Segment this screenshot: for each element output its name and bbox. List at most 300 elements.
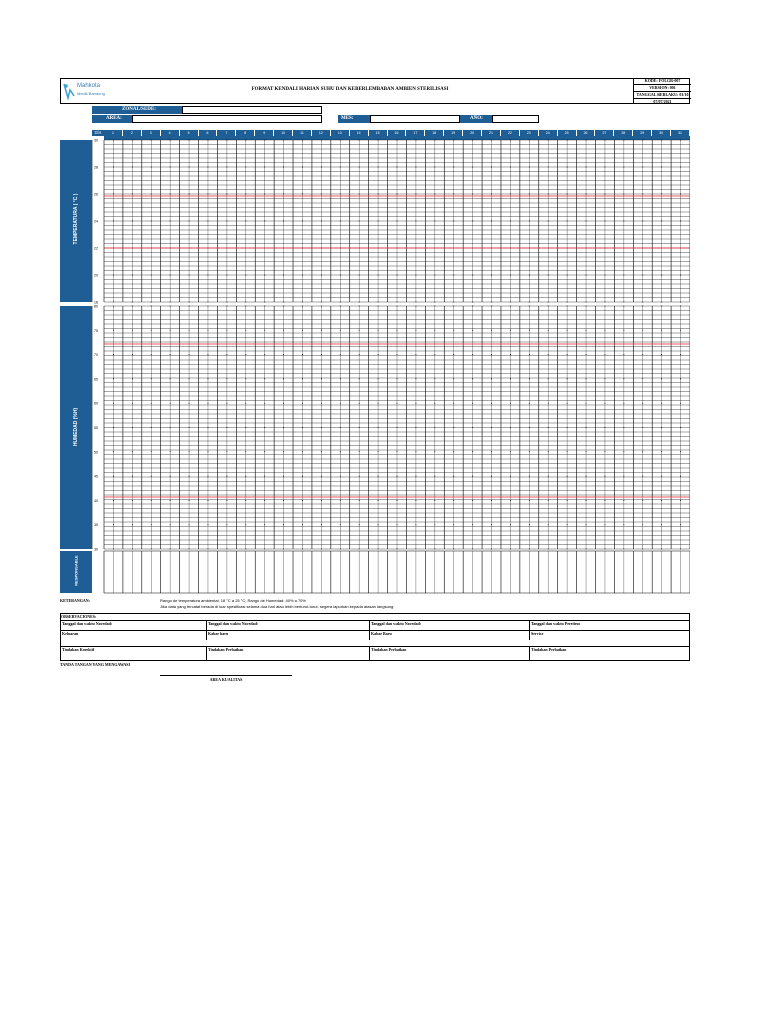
grid-dot <box>283 140 284 141</box>
grid-dot <box>453 302 454 303</box>
grid-dot <box>680 378 681 379</box>
grid-dot <box>548 451 549 452</box>
grid-dot <box>680 403 681 404</box>
grid-dot <box>567 330 568 331</box>
grid-dot <box>359 524 360 525</box>
grid-dot <box>226 167 227 168</box>
grid-dot <box>472 167 473 168</box>
grid-dot <box>283 427 284 428</box>
grid-dot <box>113 354 114 355</box>
grid-dot <box>189 549 190 550</box>
grid-dot <box>189 476 190 477</box>
grid-dot <box>434 427 435 428</box>
grid-dot <box>604 378 605 379</box>
grid-dot <box>207 302 208 303</box>
grid-dot <box>378 221 379 222</box>
obs-cell[interactable]: Tanggal dan waktu Navedad: <box>206 621 369 630</box>
grid-dot <box>661 524 662 525</box>
grid-dot <box>472 330 473 331</box>
grid-dot <box>623 330 624 331</box>
grid-dot <box>170 451 171 452</box>
grid-dot <box>283 354 284 355</box>
grid-dot <box>264 354 265 355</box>
grid-dot <box>661 302 662 303</box>
day-header-cell: 26 <box>577 130 596 136</box>
grid-dot <box>397 378 398 379</box>
grid-dot <box>453 549 454 550</box>
axis-tick-label: 26 <box>94 192 98 197</box>
grid-dot <box>189 500 190 501</box>
grid-dot <box>510 330 511 331</box>
grid-dot <box>378 378 379 379</box>
grid-dot <box>642 140 643 141</box>
grid-dot <box>434 194 435 195</box>
grid-dot <box>623 221 624 222</box>
grid-dot <box>132 476 133 477</box>
notes-line-1: Rango de temperatura ambiental: 18 °C a 25 °C; Rango de Humedad: 40% a 70% <box>160 598 306 603</box>
grid-dot <box>680 140 681 141</box>
day-header-cell: 27 <box>595 130 614 136</box>
grid-dot <box>245 378 246 379</box>
grid-dot <box>245 476 246 477</box>
grid-dot <box>567 354 568 355</box>
grid-dot <box>170 500 171 501</box>
grid-dot <box>491 476 492 477</box>
grid-dot <box>434 500 435 501</box>
obs-cell[interactable]: Service <box>529 631 691 640</box>
grid-dot <box>510 378 511 379</box>
signature-line[interactable] <box>160 675 292 676</box>
grid-dot <box>207 354 208 355</box>
grid-dot <box>604 427 605 428</box>
grid-dot <box>548 378 549 379</box>
grid-dot <box>226 427 227 428</box>
grid-dot <box>623 194 624 195</box>
grid-dot <box>623 167 624 168</box>
grid-dot <box>151 330 152 331</box>
grid-dot <box>321 194 322 195</box>
grid-dot <box>189 451 190 452</box>
grid-dot <box>132 302 133 303</box>
grid-dot <box>151 524 152 525</box>
responsible-band <box>60 551 92 593</box>
grid-dot <box>661 403 662 404</box>
grid-dot <box>207 524 208 525</box>
grid-dot <box>264 500 265 501</box>
grid-dot <box>170 378 171 379</box>
obs-cell[interactable]: Tanggal dan waktu Navedad: <box>62 621 113 626</box>
grid-dot <box>434 354 435 355</box>
grid-dot <box>623 524 624 525</box>
grid-dot <box>378 500 379 501</box>
grid-dot <box>359 378 360 379</box>
logo <box>62 80 112 102</box>
grid-dot <box>586 524 587 525</box>
grid-dot <box>151 549 152 550</box>
grid-dot <box>510 500 511 501</box>
grid-dot <box>623 549 624 550</box>
grid-dot <box>586 427 587 428</box>
grid-dot <box>510 140 511 141</box>
grid-dot <box>340 302 341 303</box>
grid-dot <box>604 221 605 222</box>
grid-dot <box>642 302 643 303</box>
grid-dot <box>586 302 587 303</box>
axis-tick-label: 55 <box>94 426 98 430</box>
grid-dot <box>661 167 662 168</box>
grid-dot <box>397 403 398 404</box>
grid-dot <box>604 354 605 355</box>
grid-dot <box>491 275 492 276</box>
grid-dot <box>207 451 208 452</box>
grid-dot <box>604 140 605 141</box>
grid-dot <box>113 302 114 303</box>
grid-dot <box>586 330 587 331</box>
grid-dot <box>586 354 587 355</box>
grid-dot <box>529 476 530 477</box>
grid-dot <box>226 302 227 303</box>
grid-dot <box>453 524 454 525</box>
grid-dot <box>415 354 416 355</box>
day-header-cell: 7 <box>217 130 236 136</box>
grid-dot <box>226 403 227 404</box>
grid-dot <box>453 221 454 222</box>
grid-dot <box>434 476 435 477</box>
grid-dot <box>359 451 360 452</box>
grid-dot <box>529 302 530 303</box>
grid-dot <box>321 302 322 303</box>
grid-dot <box>529 221 530 222</box>
grid-dot <box>434 306 435 307</box>
grid-dot <box>434 549 435 550</box>
grid-dot <box>378 476 379 477</box>
obs-cell[interactable]: Keluaran <box>62 631 79 636</box>
grid-dot <box>491 194 492 195</box>
day-header-cell: 9 <box>255 130 274 136</box>
grid-dot <box>415 221 416 222</box>
grid-dot <box>359 306 360 307</box>
grid-dot <box>680 451 681 452</box>
grid-dot <box>434 524 435 525</box>
grid-dot <box>264 221 265 222</box>
day-header-cell: 22 <box>501 130 520 136</box>
grid-dot <box>397 330 398 331</box>
grid-dot <box>302 549 303 550</box>
grid-dot <box>415 403 416 404</box>
grid-dot <box>567 306 568 307</box>
grid-dot <box>680 427 681 428</box>
grid-dot <box>472 378 473 379</box>
axis-tick-label: 22 <box>94 246 98 251</box>
day-header-cell: 14 <box>350 130 369 136</box>
humidity-band <box>60 306 92 549</box>
grid-dot <box>189 427 190 428</box>
grid-dot <box>302 403 303 404</box>
grid-dot <box>321 500 322 501</box>
grid-dot <box>189 302 190 303</box>
grid-dot <box>226 221 227 222</box>
day-header-cell: 23 <box>520 130 539 136</box>
grid-dot <box>453 306 454 307</box>
grid-dot <box>397 275 398 276</box>
grid-dot <box>132 140 133 141</box>
grid-dot <box>491 167 492 168</box>
grid-dot <box>586 403 587 404</box>
obs-cell[interactable]: Kabar Baru <box>369 631 529 640</box>
grid-dot <box>434 378 435 379</box>
logo-subtext: Medik Bandung <box>77 91 105 96</box>
ano-input[interactable] <box>492 115 539 123</box>
grid-dot <box>340 451 341 452</box>
grid-dot <box>472 524 473 525</box>
grid-dot <box>245 194 246 195</box>
grid-dot <box>283 500 284 501</box>
obs-cell[interactable]: Tindakan Korektif <box>62 647 95 652</box>
grid-dot <box>132 275 133 276</box>
grid-dot <box>189 140 190 141</box>
day-header-cell: 24 <box>539 130 558 136</box>
grid-dot <box>529 451 530 452</box>
grid-dot <box>151 167 152 168</box>
grid-dot <box>151 500 152 501</box>
grid-dot <box>264 167 265 168</box>
grid-dot <box>264 549 265 550</box>
grid-dot <box>415 451 416 452</box>
grid-dot <box>170 354 171 355</box>
grid-dot <box>472 302 473 303</box>
grid-dot <box>548 549 549 550</box>
obs-cell[interactable]: Tindakan Perbaikan <box>369 647 529 661</box>
grid-dot <box>302 221 303 222</box>
grid-dot <box>397 140 398 141</box>
grid-dot <box>378 167 379 168</box>
axis-tick-label: 65 <box>94 377 98 382</box>
grid-dot <box>264 140 265 141</box>
grid-dot <box>586 140 587 141</box>
grid-dot <box>510 476 511 477</box>
grid-dot <box>642 167 643 168</box>
grid-dot <box>529 403 530 404</box>
grid-dot <box>170 427 171 428</box>
grid-dot <box>359 427 360 428</box>
grid-dot <box>472 354 473 355</box>
grid-dot <box>283 378 284 379</box>
grid-dot <box>642 194 643 195</box>
grid-dot <box>548 500 549 501</box>
form-title: FORMAT KENDALI HARIAN SUHU DAN KEBERLEMBABAN AMBIEN STERILISASI <box>251 87 449 92</box>
grid-dot <box>623 403 624 404</box>
grid-dot <box>359 221 360 222</box>
grid-dot <box>302 140 303 141</box>
obs-cell[interactable]: Tindakan Perbaikan <box>529 647 691 661</box>
grid-dot <box>132 378 133 379</box>
grid-dot <box>359 194 360 195</box>
grid-dot <box>397 476 398 477</box>
grid-dot <box>529 524 530 525</box>
dia-label: DÍA <box>92 130 104 136</box>
grid-dot <box>132 221 133 222</box>
grid-dot <box>661 427 662 428</box>
grid-dot <box>548 302 549 303</box>
grid-dot <box>207 194 208 195</box>
grid-dot <box>586 221 587 222</box>
grid-dot <box>378 306 379 307</box>
grid-dot <box>415 167 416 168</box>
grid-dot <box>189 275 190 276</box>
zonal-input[interactable] <box>182 106 322 114</box>
grid-dot <box>283 302 284 303</box>
grid-dot <box>453 451 454 452</box>
grid-dot <box>567 500 568 501</box>
obs-cell[interactable]: Tanggal dan waktu Navedad: <box>369 621 529 630</box>
doc-code-line: VERSION: 001 <box>634 85 691 92</box>
grid-dot <box>510 403 511 404</box>
obs-cell[interactable]: Kabar baru <box>206 631 369 640</box>
day-header-cell: 29 <box>633 130 652 136</box>
grid-dot <box>245 500 246 501</box>
grid-dot <box>264 275 265 276</box>
grid-dot <box>586 549 587 550</box>
grid-dot <box>340 167 341 168</box>
day-header-cell: 18 <box>425 130 444 136</box>
grid-dot <box>491 378 492 379</box>
axis-tick-label: 28 <box>94 165 98 170</box>
grid-dot <box>302 427 303 428</box>
grid-dot <box>207 549 208 550</box>
grid-dot <box>170 330 171 331</box>
grid-dot <box>378 524 379 525</box>
grid-dot <box>264 476 265 477</box>
grid-dot <box>226 330 227 331</box>
grid-dot <box>453 140 454 141</box>
grid-dot <box>623 427 624 428</box>
grid-dot <box>189 306 190 307</box>
grid-dot <box>510 275 511 276</box>
grid-dot <box>415 194 416 195</box>
area-input[interactable] <box>132 115 322 123</box>
grid-dot <box>642 500 643 501</box>
grid-dot <box>623 302 624 303</box>
grid-dot <box>113 549 114 550</box>
grid-dot <box>302 354 303 355</box>
grid-dot <box>510 549 511 550</box>
grid-dot <box>321 140 322 141</box>
axis-tick-label: 80 <box>94 304 98 309</box>
grid-dot <box>604 275 605 276</box>
grid-dot <box>434 302 435 303</box>
grid-dot <box>415 427 416 428</box>
grid-dot <box>472 500 473 501</box>
grid-dot <box>132 354 133 355</box>
grid-dot <box>302 306 303 307</box>
grid-dot <box>189 378 190 379</box>
grid-dot <box>415 306 416 307</box>
doc-code-line: 07/07/2021 <box>653 99 672 104</box>
grid-dot <box>548 194 549 195</box>
grid-dot <box>680 549 681 550</box>
grid-dot <box>132 194 133 195</box>
grid-dot <box>434 167 435 168</box>
grid-dot <box>586 306 587 307</box>
grid-dot <box>510 524 511 525</box>
grid-dot <box>491 427 492 428</box>
recording-grid[interactable] <box>92 130 690 594</box>
grid-dot <box>661 549 662 550</box>
grid-dot <box>642 524 643 525</box>
grid-dot <box>340 275 341 276</box>
grid-dot <box>170 476 171 477</box>
grid-dot <box>529 140 530 141</box>
grid-dot <box>321 306 322 307</box>
grid-dot <box>302 476 303 477</box>
grid-dot <box>226 140 227 141</box>
grid-dot <box>548 140 549 141</box>
grid-dot <box>189 524 190 525</box>
grid-dot <box>132 524 133 525</box>
grid-dot <box>226 306 227 307</box>
grid-dot <box>604 302 605 303</box>
obs-cell[interactable]: Tanggal dan waktu Pereiteso <box>529 621 691 630</box>
grid-dot <box>397 500 398 501</box>
grid-dot <box>623 275 624 276</box>
grid-dot <box>472 451 473 452</box>
grid-dot <box>453 194 454 195</box>
axis-tick-label: 40 <box>94 498 98 503</box>
grid-dot <box>472 221 473 222</box>
temperature-band <box>60 140 92 302</box>
grid-dot <box>548 403 549 404</box>
grid-dot <box>359 476 360 477</box>
grid-dot <box>113 378 114 379</box>
grid-dot <box>321 451 322 452</box>
obs-cell[interactable]: Tindakan Perbaikan <box>206 647 369 661</box>
grid-dot <box>397 167 398 168</box>
grid-dot <box>340 221 341 222</box>
grid-dot <box>321 167 322 168</box>
grid-dot <box>189 330 190 331</box>
day-header-cell: 21 <box>482 130 501 136</box>
axis-tick-label: 24 <box>94 219 98 224</box>
grid-dot <box>567 476 568 477</box>
grid-dot <box>170 302 171 303</box>
mes-input[interactable] <box>370 115 460 123</box>
grid-dot <box>132 330 133 331</box>
grid-dot <box>264 194 265 195</box>
responsible-label: RESPONSABLE <box>73 555 79 586</box>
grid-dot <box>302 451 303 452</box>
grid-dot <box>207 140 208 141</box>
grid-dot <box>548 427 549 428</box>
grid-dot <box>415 302 416 303</box>
grid-dot <box>264 378 265 379</box>
grid-dot <box>586 275 587 276</box>
grid-dot <box>453 378 454 379</box>
grid-dot <box>321 476 322 477</box>
grid-dot <box>321 403 322 404</box>
grid-dot <box>245 302 246 303</box>
day-header-cell: 31 <box>671 130 690 136</box>
grid-dot <box>302 500 303 501</box>
grid-dot <box>623 378 624 379</box>
mes-label: MES: <box>338 115 370 123</box>
grid-dot <box>567 140 568 141</box>
grid-dot <box>132 427 133 428</box>
grid-dot <box>359 549 360 550</box>
grid-dot <box>491 221 492 222</box>
grid-dot <box>567 275 568 276</box>
axis-tick-label: 35 <box>94 523 98 528</box>
grid-dot <box>302 275 303 276</box>
